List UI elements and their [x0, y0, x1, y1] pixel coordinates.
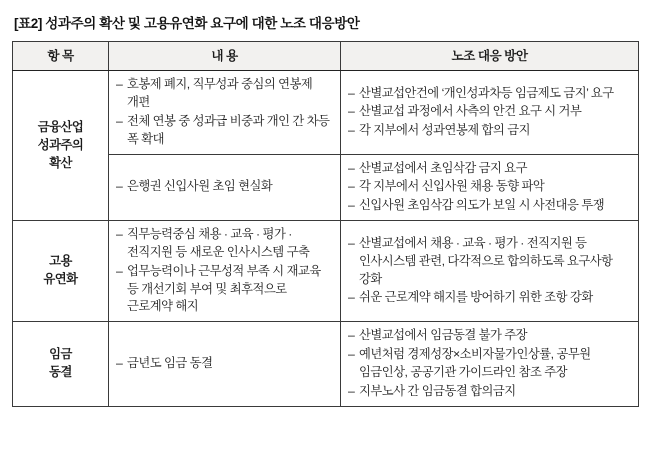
- item-line: 동결: [49, 364, 72, 379]
- item-line: 고용: [49, 254, 72, 269]
- table-row: [13, 322, 639, 406]
- list-item: – 산별교섭에서 임금동결 불가 주장: [348, 327, 631, 345]
- item-line: 임금: [49, 347, 72, 362]
- column-header-content: 내 용: [109, 42, 341, 71]
- row-content: [109, 71, 341, 154]
- content-list: [116, 76, 333, 148]
- column-header-item: 항 목: [13, 42, 109, 71]
- list-item: – 쉬운 근로계약 해지를 방어하기 위한 조항 강화: [348, 289, 631, 307]
- list-item: – 예년처럼 경제성장×소비자물가인상률, 공무원 임금인상, 공공기관 가이드라인 참조 주장: [348, 346, 631, 382]
- list-item: – 전체 연봉 중 성과급 비중과 개인 간 차등 폭 확대: [116, 113, 333, 149]
- list-item: – 금년도 임금 동결: [116, 355, 333, 373]
- row-item-label: [13, 221, 109, 322]
- table-caption: [표2] 성과주의 확산 및 고용유연화 요구에 대한 노조 대응방안: [14, 16, 360, 31]
- list-item: – 산별교섭 과정에서 사측의 안건 요구 시 거부: [348, 103, 631, 121]
- list-item: – 각 지부에서 성과연봉제 합의 금지: [348, 122, 631, 140]
- response-list: [348, 235, 631, 307]
- item-line: 성과주의: [37, 137, 84, 152]
- table-header-row: [13, 42, 639, 71]
- list-item: – 호봉제 폐지, 직무성과 중심의 연봉제 개편: [116, 76, 333, 112]
- list-item: – 업무능력이나 근무성적 부족 시 재교육 등 개선기회 부여 및 최후적으로 근로계약 해지: [116, 263, 333, 316]
- row-response: [341, 154, 639, 220]
- column-header-response: 노조 대응 방안: [341, 42, 639, 71]
- table-row: [13, 71, 639, 154]
- list-item: – 신입사원 초임삭감 의도가 보일 시 사전대응 투쟁: [348, 197, 631, 215]
- list-item: – 은행권 신입사원 초임 현실화: [116, 178, 333, 196]
- response-list: [348, 160, 631, 215]
- item-line: 확산: [49, 155, 72, 170]
- response-list: [348, 327, 631, 400]
- list-item: – 지부노사 간 임금동결 합의금지: [348, 383, 631, 401]
- row-item-label: [13, 71, 109, 221]
- item-line: 금융산업: [37, 119, 84, 134]
- row-response: [341, 221, 639, 322]
- row-response: [341, 322, 639, 406]
- union-response-table: [12, 41, 639, 407]
- table-header: [13, 42, 639, 71]
- list-item: – 직무능력중심 채용 · 교육 · 평가 · 전직지원 등 새로운 인사시스템 구축: [116, 226, 333, 262]
- row-content: [109, 221, 341, 322]
- row-response: [341, 71, 639, 154]
- list-item: – 산별교섭에서 초임삭감 금지 요구: [348, 160, 631, 178]
- row-content: [109, 154, 341, 220]
- content-list: [116, 178, 333, 196]
- list-item: – 산별교섭안건에 ‘개인성과차등 임금제도 금지’ 요구: [348, 85, 631, 103]
- row-item-label: [13, 322, 109, 406]
- list-item: – 산별교섭에서 채용 · 교육 · 평가 · 전직지원 등 인사시스템 관련, 다각적으로 합의하도록 요구사항 강화: [348, 235, 631, 288]
- content-list: [116, 226, 333, 316]
- response-list: [348, 85, 631, 140]
- list-item: – 각 지부에서 신입사원 채용 동향 파악: [348, 178, 631, 196]
- table-body: [13, 71, 639, 406]
- content-list: [116, 355, 333, 373]
- row-content: [109, 322, 341, 406]
- item-line: 유연화: [43, 272, 78, 287]
- table-row: [13, 221, 639, 322]
